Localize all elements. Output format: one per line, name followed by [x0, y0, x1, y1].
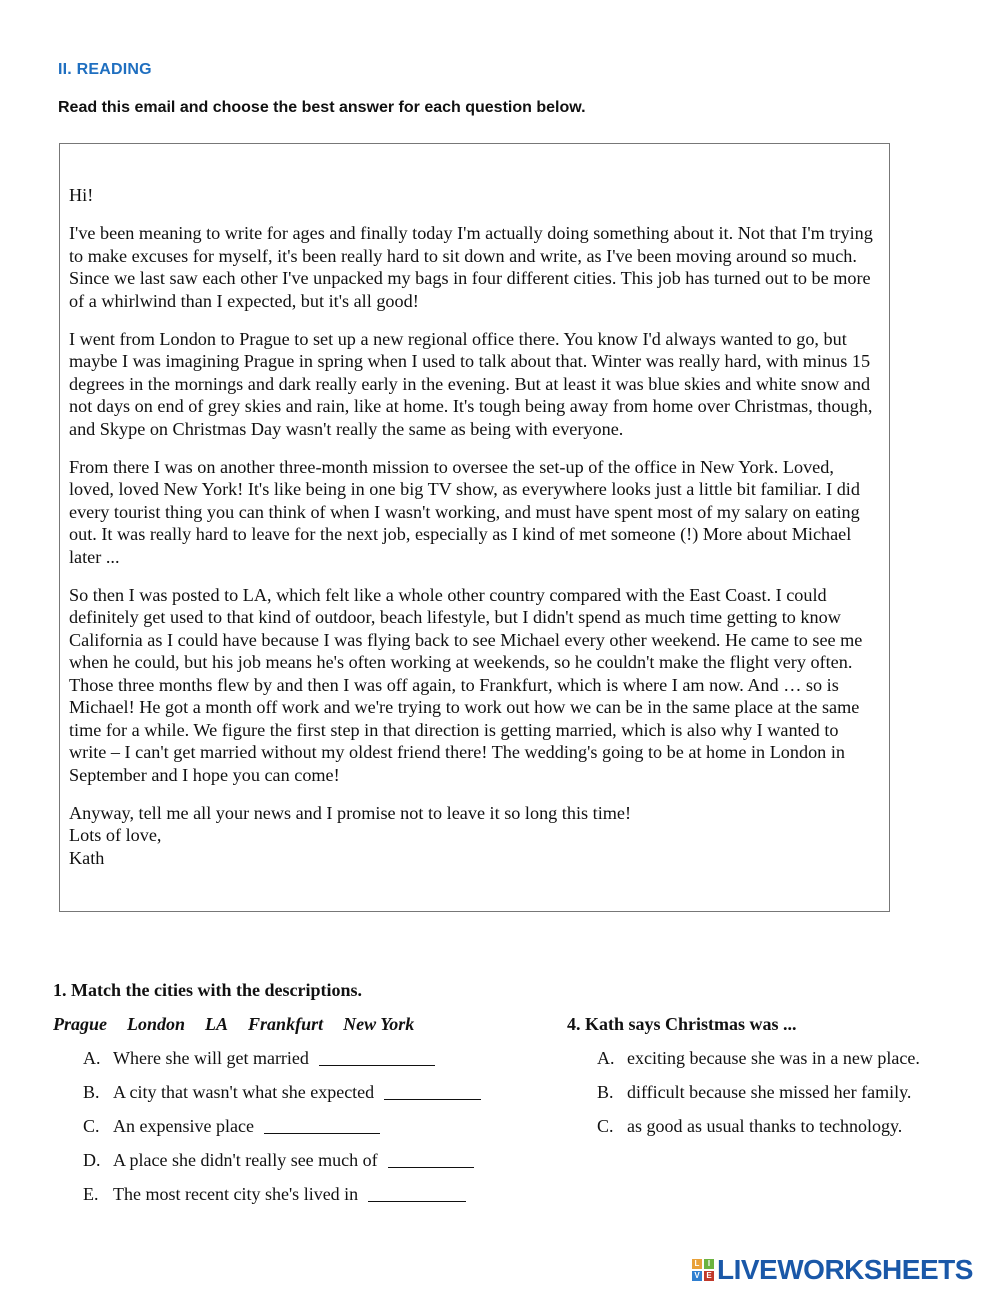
liveworksheets-logo	[692, 1254, 973, 1286]
match-item	[83, 1184, 481, 1218]
email-paragraph: From there I was on another three-month mission to oversee the set-up of the office in New York. Loved, loved, loved New York! It's like being in one big TV show, as everywhere looks just a little bit familiar. I did every tourist thing you can think of when I wasn't working, and must have spent most of my salary on eating out. It was really hard to leave for the next job, especially as I kind of met someone (!) More about Michael later ...	[69, 456, 860, 567]
question-4-title: 4. Kath says Christmas was ...	[567, 1014, 797, 1034]
email-signoff: Lots of love,	[69, 825, 162, 845]
answer-option[interactable]	[597, 1082, 920, 1116]
email-greeting: Hi!	[69, 185, 94, 205]
item-letter: E.	[83, 1184, 99, 1204]
city-option: Frankfurt	[248, 1014, 324, 1034]
logo-text: LIVEWORKSHEETS	[717, 1254, 973, 1285]
match-item	[83, 1150, 481, 1184]
answer-option[interactable]	[597, 1048, 920, 1082]
logo-tile: V	[692, 1271, 702, 1281]
city-option: London	[127, 1014, 186, 1034]
logo-tile: L	[692, 1259, 702, 1269]
logo-tile: I	[704, 1259, 714, 1269]
section-title: II. READING	[58, 61, 152, 78]
answer-blank[interactable]	[388, 1150, 474, 1168]
email-signature: Kath	[69, 847, 105, 868]
match-item	[83, 1048, 481, 1082]
email-box	[59, 143, 890, 912]
logo-icon	[692, 1259, 714, 1281]
item-text: A place she didn't really see much of	[113, 1150, 378, 1170]
item-letter: D.	[83, 1150, 101, 1170]
answer-blank[interactable]	[384, 1082, 481, 1100]
item-text: The most recent city she's lived in	[113, 1184, 359, 1204]
option-letter: B.	[597, 1082, 614, 1102]
email-paragraph: I've been meaning to write for ages and finally today I'm actually doing something about it. Not that I'm trying to make excuses for myself, it's been really hard to sit down and write, as I've been moving around so much. Since we last saw each other I've unpacked my bags in four different cities. This job has turned out to be more of a whirlwind than I expected, but it's all good!	[69, 223, 873, 311]
option-text: difficult because she missed her family.	[627, 1082, 912, 1102]
item-text: Where she will get married	[113, 1048, 309, 1068]
email-paragraph: So then I was posted to LA, which felt like a whole other country compared with the East Coast. I could definitely get used to that kind of outdoor, beach lifestyle, but I didn't spend as much time getting to know California as I could have because I was flying back to see Michael every other weekend. He came to see me when he could, but his job means he's often working at weekends, so he couldn't make the flight very often. Those three months flew by and then I was off again, to Frankfurt, which is where I am now. And … so is Michael! He got a month off work and we're trying to work out how we can be in the same place at the same time for a while. We figure the first step in that direction is getting married, which is also why I wanted to write – I can't get married without my oldest friend there! The wedding's going to be at home in London in September and I hope you can come!	[69, 584, 863, 785]
answer-blank[interactable]	[264, 1116, 380, 1134]
match-item	[83, 1116, 481, 1150]
question-1-title: 1. Match the cities with the descriptions.	[53, 980, 362, 1000]
item-text: An expensive place	[113, 1116, 254, 1136]
option-letter: C.	[597, 1116, 614, 1136]
city-list	[53, 1014, 414, 1035]
option-text: as good as usual thanks to technology.	[627, 1116, 903, 1136]
logo-tile: E	[704, 1271, 714, 1281]
question-4-options	[597, 1048, 920, 1150]
city-option: LA	[205, 1014, 229, 1034]
option-text: exciting because she was in a new place.	[627, 1048, 920, 1068]
email-closing: Anyway, tell me all your news and I promise not to leave it so long this time!	[69, 802, 632, 823]
answer-blank[interactable]	[319, 1048, 435, 1066]
option-letter: A.	[597, 1048, 615, 1068]
item-letter: A.	[83, 1048, 101, 1068]
match-item	[83, 1082, 481, 1116]
item-text: A city that wasn't what she expected	[113, 1082, 375, 1102]
answer-blank[interactable]	[368, 1184, 466, 1202]
item-letter: C.	[83, 1116, 100, 1136]
city-option: Prague	[53, 1014, 107, 1034]
question-1-items	[83, 1048, 481, 1218]
email-paragraph: I went from London to Prague to set up a new regional office there. You know I'd always wanted to go, but maybe I was imagining Prague in spring when I used to talk about that. Winter was really hard, with minus 15 degrees in the mornings and dark really early in the evening. But at least it was blue skies and white snow and not days on end of grey skies and rain, like at home. It's tough being away from home over Christmas, though, and Skype on Christmas Day wasn't really the same as being with everyone.	[69, 328, 873, 439]
instruction-text: Read this email and choose the best answer for each question below.	[58, 99, 586, 116]
city-option: New York	[343, 1014, 415, 1034]
item-letter: B.	[83, 1082, 100, 1102]
answer-option[interactable]	[597, 1116, 920, 1150]
